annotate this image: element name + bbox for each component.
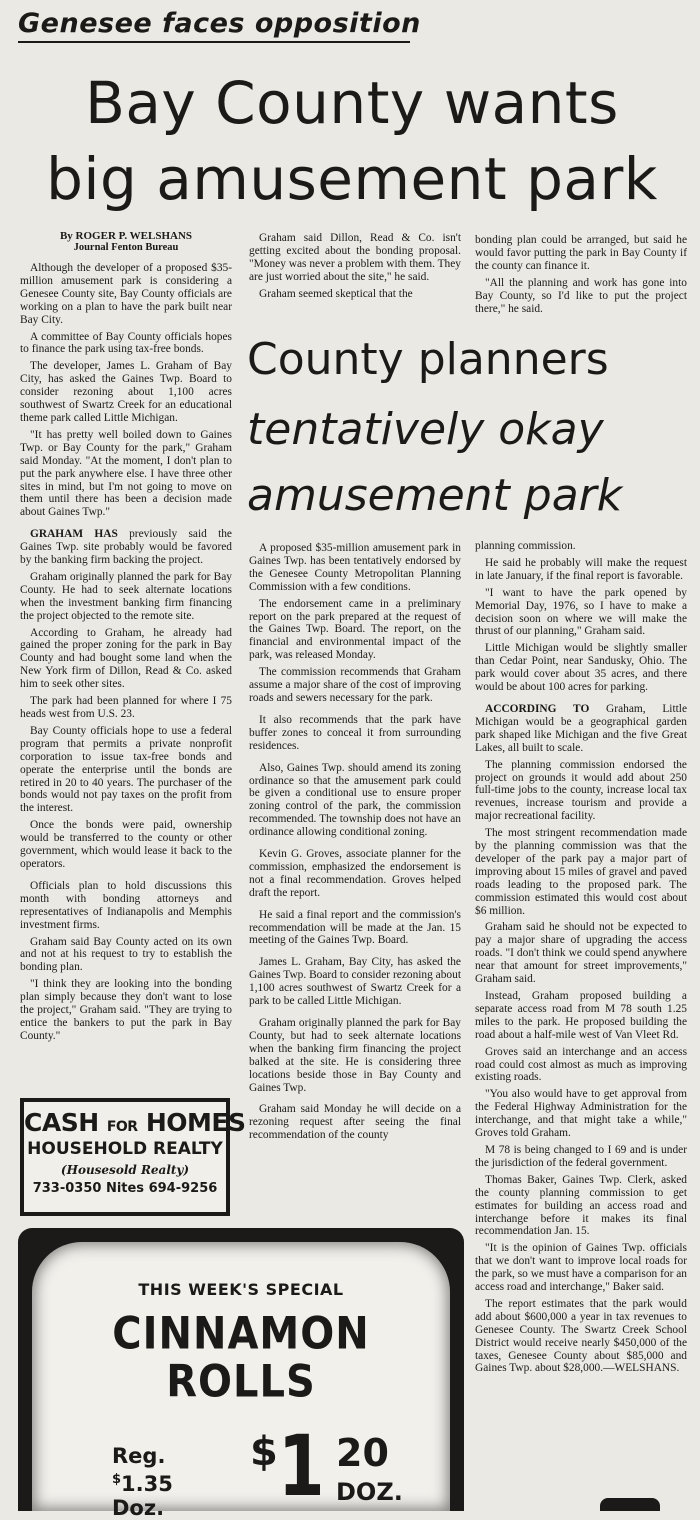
story2-column2 <box>249 542 461 1230</box>
paragraph: Graham said Bay County acted on its own and not at his request to try to establish the bonding plan. <box>20 935 232 974</box>
ad-sale-whole: 1 <box>277 1417 325 1515</box>
paragraph: Graham said Monday he will decide on a rezoning request after seeing the final recommendation of the county <box>249 1103 461 1142</box>
paragraph: Graham said he should not be expected to pay a major share of upgrading the access roads. "I don't think we could spend anywhere near that amount for street improvements," Graham said. <box>475 921 687 986</box>
ad-regular-unit: Doz. <box>112 1496 165 1520</box>
ad-realty-company: HOUSEHOLD REALTY <box>27 1139 223 1159</box>
paragraph: "It has pretty well boiled down to Gaines Twp. or Bay County for the park," Graham said Monday. "At the moment, I don't plan to put the park anywhere else. I have three other sites in mind, but I'm not going to move on them until there has been a decision made about Gaines Twp." <box>20 428 232 519</box>
story2-column3 <box>475 540 687 1498</box>
paragraph: Kevin G. Groves, associate planner for the commission, emphasized the endorsement is not a final recommendation. Groves helped draft the report. <box>249 848 461 899</box>
bakery-advertisement <box>18 1228 464 1520</box>
paragraph: He said he probably will make the request in late January, if the final report is favorable. <box>475 556 687 582</box>
ad-sale-dollar: $ <box>250 1429 278 1475</box>
paragraph: Graham originally planned the park for Bay County. He had to seek alternate locations when the investment banking firm financing the project objected to the remote site. <box>20 570 232 622</box>
paragraph-text: Graham, Little Michigan would be a geographical garden park shaped like Michigan and the five Great Lakes, all built to scale. <box>475 702 687 754</box>
paragraph: Graham seemed skeptical that the <box>259 287 413 300</box>
ad-regular-amount <box>112 1468 173 1496</box>
paragraph: A proposed $35-million amusement park in Gaines Twp. has been tentatively endorsed by the Genesee County Metropolitan Planning Commission with a few conditions. <box>249 542 461 593</box>
paragraph <box>20 528 232 567</box>
lead-in: ACCORDING TO <box>485 702 590 715</box>
ad-realty-homes: HOMES <box>145 1108 246 1137</box>
ad-realty-for: FOR <box>106 1119 138 1135</box>
paragraph: The park had been planned for where I 75 heads west from U.S. 23. <box>20 695 232 720</box>
ad-item-line2: ROLLS <box>166 1356 316 1408</box>
paragraph: The developer, James L. Graham of Bay City, has asked the Gaines Twp. Board to consider rezoning about 1,100 acres southwest of Swartz Creek for an educational theme park called Little Michigan. <box>20 360 232 424</box>
ad-realty-phone: 733-0350 Nites 694-9256 <box>32 1181 218 1196</box>
ad-special-label: THIS WEEK'S SPECIAL <box>138 1280 344 1299</box>
ad-regular-label: Reg. <box>112 1444 166 1468</box>
story1-column2 <box>249 232 461 312</box>
adjacent-ad-fragment <box>600 1498 660 1511</box>
byline <box>20 230 232 254</box>
paragraph: Bay County officials hope to use a federal program that permits a private nonprofit corporation to issue tax-free bonds and operate the enterprise until the bonds are retired in 20 to 40 years. The purchaser of the bonds would not pay taxes on the profit from the interest. <box>20 724 232 815</box>
paragraph: planning commission. <box>475 540 576 552</box>
paragraph: Little Michigan would be slightly smaller than Cedar Point, near Sandusky, Ohio. The park would cover about 35 acres, and there would be about 100 acres for parking. <box>475 642 687 694</box>
paragraph: Officials plan to hold discussions this month with bonding attorneys and representatives of Indianapolis and Memphis investment firms. <box>20 879 232 931</box>
ad-sale-price <box>250 1417 403 1515</box>
paragraph: Groves said an interchange and an access road could cost almost as much as improving existing roads. <box>475 1045 687 1084</box>
byline-bureau: Journal Fenton Bureau <box>73 242 179 253</box>
ad-realty-headline <box>24 1108 246 1137</box>
paragraph: A committee of Bay County officials hopes to finance the park using tax-free bonds. <box>20 330 232 356</box>
ad-sale-unit: DOZ. <box>336 1478 403 1506</box>
ad-regular-value: 1.35 <box>121 1472 173 1496</box>
paragraph: Graham said Dillon, Read & Co. isn't getting excited about the bonding proposal. "Money was never a problem with them. They are just worried about the site," he said. <box>249 232 461 283</box>
paragraph: The planning commission endorsed the project on grounds it would add about 250 full-time jobs to the county, increase local tax revenues, increase tourism and provide a major recreational facility. <box>475 758 687 823</box>
paragraph: M 78 is being changed to I 69 and is under the jurisdiction of the federal government. <box>475 1143 687 1169</box>
ad-regular-price <box>112 1444 173 1520</box>
paragraph: bonding plan could be arranged, but said he would favor putting the park in Bay County if the county can finance it. <box>475 234 687 272</box>
paragraph: "All the planning and work has gone into Bay County, so I'd like to put the project there," he said. <box>475 276 687 314</box>
ad-sale-cents: 20 <box>336 1431 389 1475</box>
ad-regular-dollar: $ <box>112 1472 122 1487</box>
story1-column1 <box>20 230 232 1092</box>
paragraph: Also, Gaines Twp. should amend its zoning ordinance so that the amusement park could be given a conditional use to ensure proper zoning control of the park, the commission recommended. The township does not have an ordinance allowing conditional zoning. <box>249 761 461 839</box>
paragraph <box>475 703 687 755</box>
realty-advertisement <box>20 1098 246 1216</box>
paragraph: According to Graham, he already had gained the proper zoning for the park in Bay County and had bought some land when the New York firm of Dillon, Read & Co. asked him to seek other sites. <box>20 626 232 691</box>
paragraph: "It is the opinion of Gaines Twp. officials that we don't want to improve local roads for the park, so we must have a comparison for an access road and interchange," Baker said. <box>475 1242 687 1294</box>
paragraph: The commission recommends that Graham assume a major share of the cost of improving roads and sewers necessary for the park. <box>249 666 461 704</box>
paragraph: It also recommends that the park have buffer zones to conceal it from surrounding residences. <box>249 713 461 752</box>
second-headline-line3: amusement park <box>247 470 623 521</box>
kicker-headline: Genesee faces opposition <box>18 8 410 43</box>
second-headline-line1: County planners <box>247 334 609 385</box>
ad-realty-subtitle: (Housesold Realty) <box>60 1163 190 1177</box>
paragraph-text: previously said the Gaines Twp. site probably would be favored by the banking firm backing the project. <box>20 528 232 567</box>
lead-in: GRAHAM HAS <box>30 528 118 541</box>
paragraph: The endorsement came in a preliminary report on the park prepared at the request of the Gaines Twp. Board. The report, on the financial and environmental impact of the park, was released Monday. <box>249 597 461 662</box>
paragraph: The report estimates that the park would add about $600,000 a year in tax revenues to Genesee County. The Swartz Creek School District would receive nearly $450,000 of the taxes, Genesee County about $85,000 and Gaines Twp. about $28,000.—WELSHANS. <box>475 1297 687 1375</box>
second-headline-line2: tentatively okay <box>247 404 604 455</box>
paragraph: Instead, Graham proposed building a separate access road from M 78 south 1.25 miles to the park. He proposed building the road about a half-mile west of Van Vleet Rd. <box>475 990 687 1041</box>
paragraph: "I want to have the park opened by Memorial Day, 1976, so I have to make a decision soon on where we will make the thrust of our planning," Graham said. <box>475 586 687 638</box>
paragraph: He said a final report and the commission's recommendation will be made at the Jan. 15 meeting of the Gaines Twp. Board. <box>249 908 461 947</box>
paragraph: "You also would have to get approval from the Federal Highway Administration for the interchange, and that might take a while," Groves told Graham. <box>475 1088 687 1140</box>
paragraph: "I think they are looking into the bonding plan simply because they don't want to lose the project," Graham said. "They are trying to entice the bankers to put the park in Bay County." <box>20 978 232 1042</box>
paragraph: Once the bonds were paid, ownership would be transferred to the county or other government, which would lease it back to the operators. <box>20 819 232 870</box>
paragraph: James L. Graham, Bay City, has asked the Gaines Twp. Board to consider rezoning about 1,100 acres southwest of Swartz Creek for a park to be called Little Michigan. <box>249 956 461 1008</box>
byline-author: By ROGER P. WELSHANS <box>59 230 193 242</box>
ad-realty-cash: CASH <box>24 1108 99 1137</box>
paragraph: Although the developer of a proposed $35-million amusement park is considering a Genesee County site, Bay County officials are working on a plan to have the park built near Bay City. <box>20 262 232 326</box>
paragraph: The most stringent recommendation made by the planning commission was that the developer of the park pay a major part of improving about 15 miles of gravel and paved roads leading to the proposed park. The commission estimated this would cost about $6 million. <box>475 827 687 917</box>
main-headline-line2: big amusement park <box>46 145 658 213</box>
ad-item-line1: CINNAMON <box>112 1308 370 1360</box>
story1-column3 <box>475 234 687 314</box>
paragraph: Graham originally planned the park for Bay County, but had to seek alternate locations when the banking firm financing the project balked at the site. He is considering three locations beside those in Bay County and Gaines Twp. <box>249 1017 461 1094</box>
bakery-ad-panel <box>32 1242 450 1520</box>
paragraph: Thomas Baker, Gaines Twp. Clerk, asked the county planning commission to get estimates for building an access road and interchange before it makes its final recommendation Jan. 15. <box>475 1173 687 1238</box>
main-headline-line1: Bay County wants <box>85 69 619 137</box>
